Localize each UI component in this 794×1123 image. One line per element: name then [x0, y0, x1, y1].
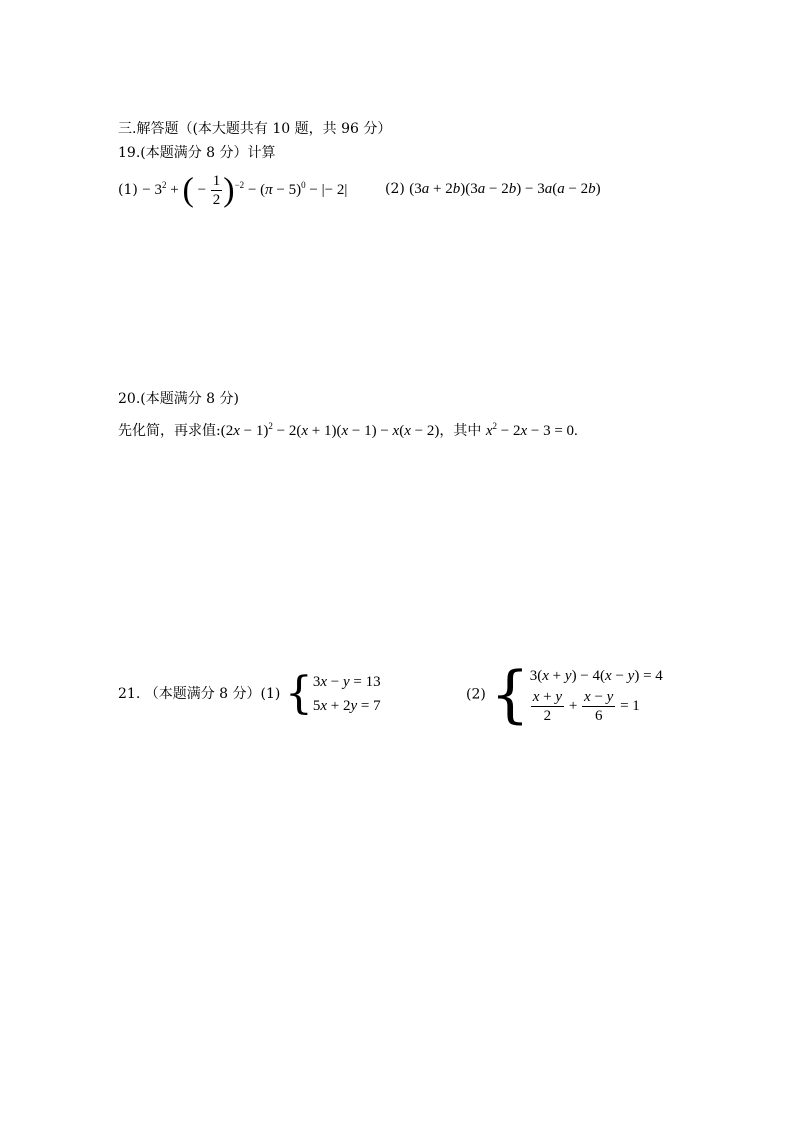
q21-part1-system: 3x − y = 13 5x + 2y = 7 [312, 674, 381, 714]
q19-part2-expression: (3a + 2b)(3a − 2b) − 3a(a − 2b) [409, 181, 601, 197]
q21-part1: 21. （本题满分 8 分）(1) { 3x − y = 13 5x + 2y = 7 [118, 668, 381, 719]
q20-problem [118, 420, 578, 440]
q19-part1 [118, 172, 347, 209]
q20-condition: $x^2 - 2x - 3 = 0$. [485, 421, 578, 439]
q19-part1-expression: − $3^2$ + ( − $\frac{1}{2}$ )$^{-2} - (\pi - 5)^0$ − |− 2| [142, 171, 348, 209]
q21-part2-system: 3(x + y) − 4(x − y) = 4 $\frac{x + y}{2}$ + $\frac{x - y}{6}$ = 1 [529, 668, 663, 724]
section-heading: 三.解答题（(本大题共有 10 题，共 96 分） [118, 121, 392, 137]
q19-header: 19.(本题满分 8 分）计算 [118, 145, 276, 161]
q20-condition-prefix: ，其中 [439, 423, 482, 439]
q19-part2 [385, 181, 601, 198]
q19-part2-label: (2) [385, 181, 405, 197]
q20-expression: $(2x - 1)^2 - 2(x + 1)(x - 1) - x(x - 2)$ [220, 421, 440, 439]
q21-part2: (2) { 3(x + y) − 4(x − y) = 4 $\frac{x + y}{2}$ + $\frac{x - y}{6}$ = 1 [466, 657, 663, 731]
q21-header: 21. （本题满分 8 分）(1) [118, 686, 281, 702]
q20-prompt: 先化简，再求值: [118, 423, 221, 439]
q21-part2-label: (2) [466, 686, 486, 703]
q20-header: 20.(本题满分 8 分) [118, 391, 239, 407]
q19-part1-label: (1) [118, 181, 138, 198]
